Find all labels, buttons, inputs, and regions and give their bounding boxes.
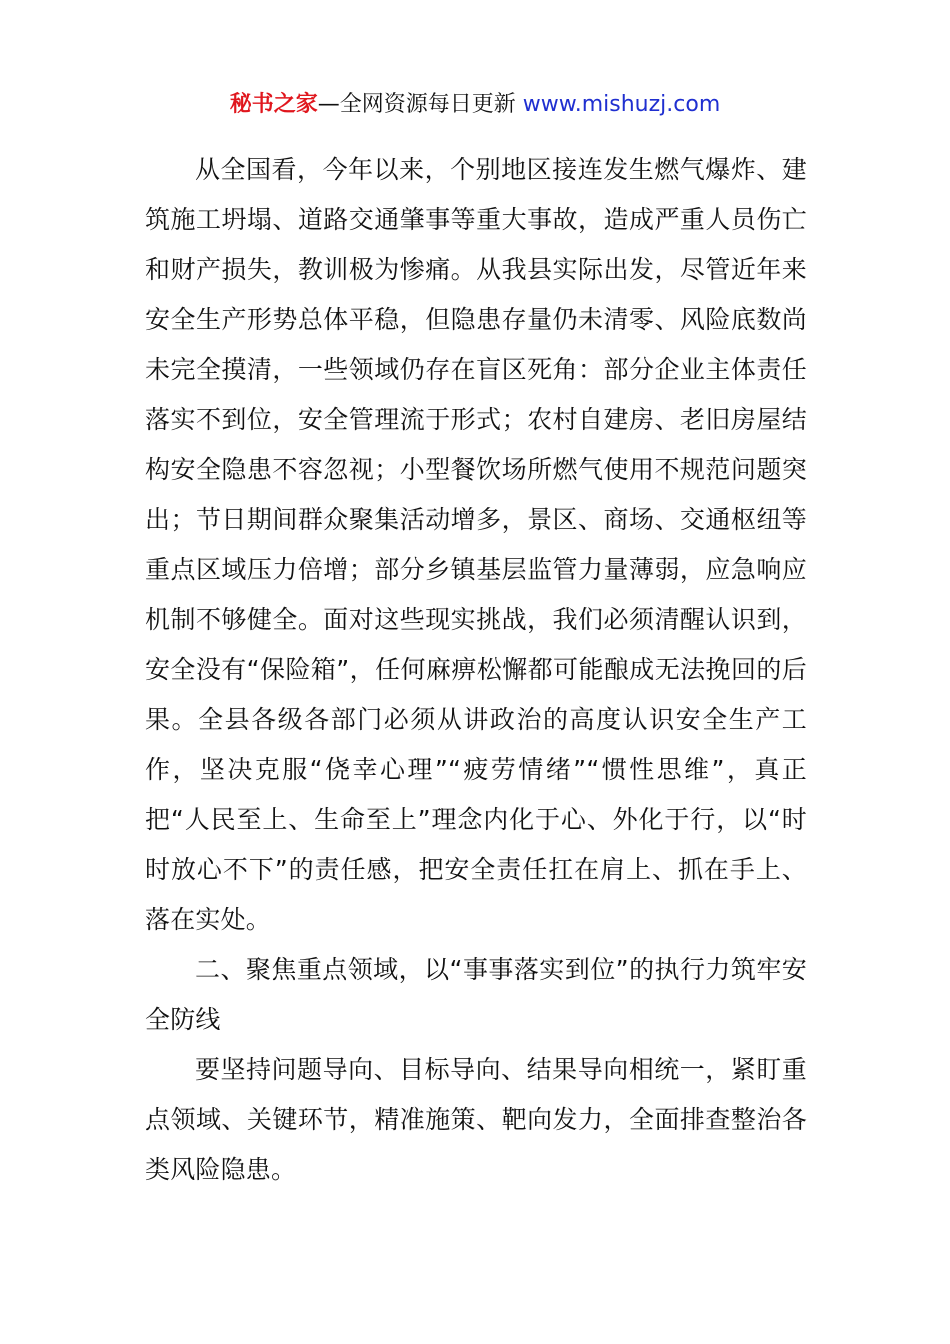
header-tagline: —全网资源每日更新 <box>317 92 516 117</box>
body-paragraph: 要坚持问题导向、目标导向、结果导向相统一，紧盯重点领域、关键环节，精准施策、靶向发力，全面排查整治各类风险隐患。 <box>145 1055 807 1184</box>
site-header <box>0 90 950 120</box>
site-url-link[interactable]: www.mishuzj.com <box>522 92 721 117</box>
document-body <box>145 145 807 1195</box>
body-paragraph: 从全国看，今年以来，个别地区接连发生燃气爆炸、建筑施工坍塌、道路交通肇事等重大事故，造成严重人员伤亡和财产损失，教训极为惨痛。从我县实际出发，尽管近年来安全生产形势总体平稳，但隐患存量仍未清零、风险底数尚未完全摸清，一些领域仍存在盲区死角：部分企业主体责任落实不到位，安全管理流于形式；农村自建房、老旧房屋结构安全隐患不容忽视；小型餐饮场所燃气使用不规范问题突出；节日期间群众聚集活动增多，景区、商场、交通枢纽等重点区域压力倍增；部分乡镇基层监管力量薄弱，应急响应机制不够健全。面对这些现实挑战，我们必须清醒认识到，安全没有“保险箱”，任何麻痹松懈都可能酿成无法挽回的后果。全县各级各部门必须从讲政治的高度认识安全生产工作，坚决克服“侥幸心理”“疲劳情绪”“惯性思维”，真正把“人民至上、生命至上”理念内化于心、外化于行，以“时时放心不下”的责任感，把安全责任扛在肩上、抓在手上、落在实处。 <box>145 155 807 934</box>
brand-name: 秘书之家 <box>229 92 318 117</box>
section-heading: 二、聚焦重点领域，以“事事落实到位”的执行力筑牢安全防线 <box>145 955 807 1034</box>
